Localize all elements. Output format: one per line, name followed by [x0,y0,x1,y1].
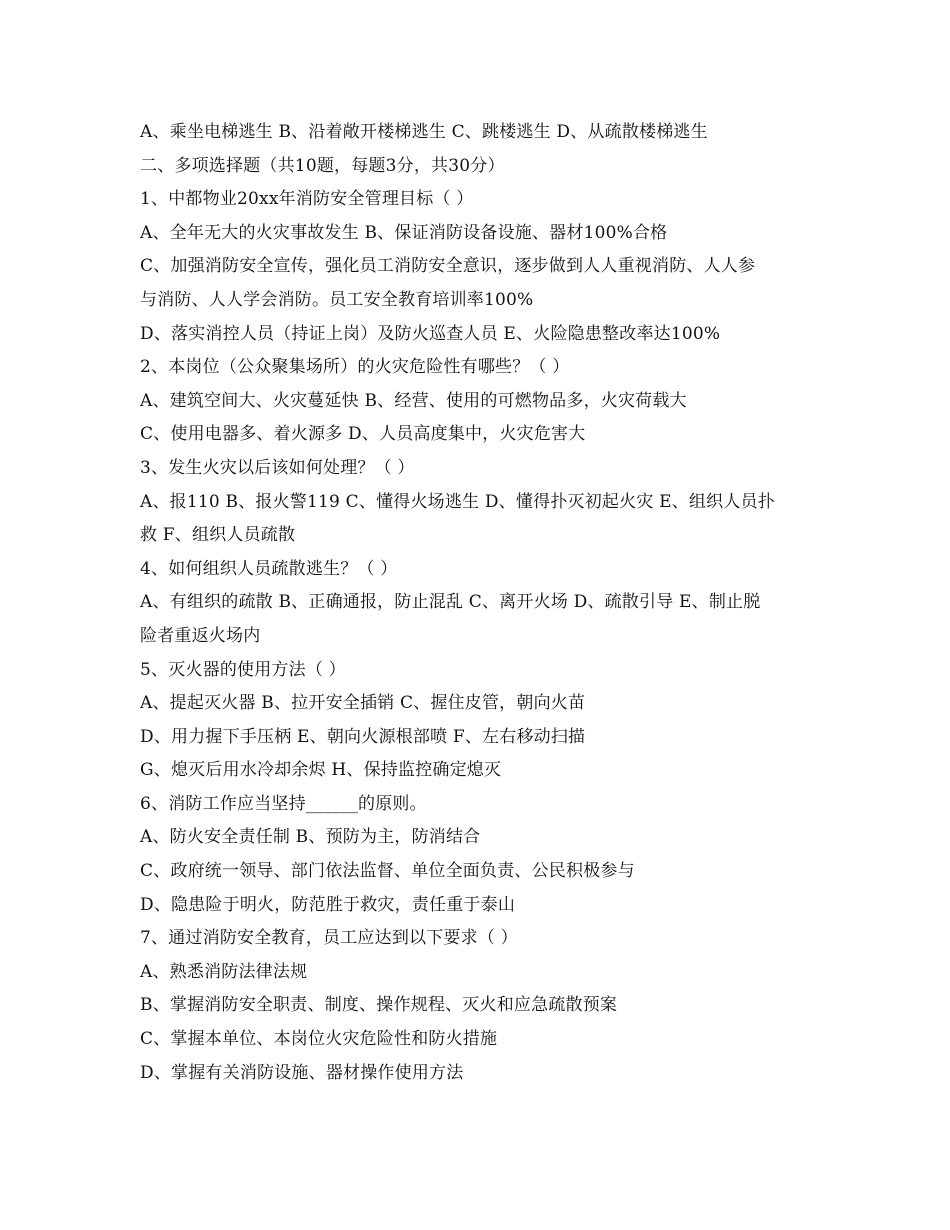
question-4-options: A、有组织的疏散 B、正确通报，防止混乱 C、离开火场 D、疏散引导 E、制止脱 [140,592,761,613]
question-5-options-abc: A、提起灭火器 B、拉开安全插销 C、握住皮管，朝向火苗 [140,693,586,714]
question-4: 4、如何组织人员疏散逃生？（ ） [140,558,398,579]
question-6: 6、消防工作应当坚持______的原则。 [140,793,427,814]
section-heading: 二、多项选择题（共10题，每题3分，共30分） [140,155,505,176]
question-7-option-c: C、掌握本单位、本岗位火灾危险性和防火措施 [140,1029,498,1050]
question-2-options-cd: C、使用电器多、着火源多 D、人员高度集中，火灾危害大 [140,424,586,445]
question-2: 2、本岗位（公众聚集场所）的火灾危险性有哪些？（ ） [140,357,570,378]
question-1-options: A、全年无大的火灾事故发生 B、保证消防设备设施、器材100%合格 [140,222,668,243]
question-5-options-gh: G、熄灭后用水冷却余烬 H、保持监控确定熄灭 [140,760,502,781]
question-1-option-c-continued: 与消防、人人学会消防。员工安全教育培训率100% [140,289,534,310]
question-1-options-de: D、落实消控人员（持证上岗）及防火巡查人员 E、火险隐患整改率达100% [140,323,721,344]
document-page [140,116,820,1090]
question-3: 3、发生火灾以后该如何处理？（ ） [140,457,415,478]
question-6-option-c: C、政府统一领导、部门依法监督、单位全面负责、公民积极参与 [140,861,635,882]
question-3-options-continued: 救 F、组织人员疏散 [140,525,296,546]
question-5-options-def: D、用力握下手压柄 E、朝向火源根部喷 F、左右移动扫描 [140,726,586,747]
question-1-option-c: C、加强消防安全宣传，强化员工消防安全意识，逐步做到人人重视消防、人人参 [140,256,756,277]
question-7-option-a: A、熟悉消防法律法规 [140,961,308,982]
question-7: 7、通过消防安全教育，员工应达到以下要求（ ） [140,928,518,949]
question-4-options-continued: 险者重返火场内 [140,625,261,646]
question-7-option-b: B、掌握消防安全职责、制度、操作规程、灭火和应急疏散预案 [140,995,618,1016]
question-6-option-d: D、隐患险于明火，防范胜于救灾，责任重于泰山 [140,894,516,915]
question-6-options-ab: A、防火安全责任制 B、预防为主，防消结合 [140,827,481,848]
question-5: 5、灭火器的使用方法（ ） [140,659,346,680]
question-7-option-d: D、掌握有关消防设施、器材操作使用方法 [140,1062,464,1083]
question-2-options-ab: A、建筑空间大、火灾蔓延快 B、经营、使用的可燃物品多，火灾荷载大 [140,390,687,411]
question-3-options: A、报110 B、报火警119 C、懂得火场逃生 D、懂得扑灭初起火灾 E、组织人员扑 [140,491,775,512]
question-1: 1、中都物业20xx年消防安全管理目标（ ） [140,189,474,210]
option-line: A、乘坐电梯逃生 B、沿着敞开楼梯逃生 C、跳楼逃生 D、从疏散楼梯逃生 [140,122,708,142]
